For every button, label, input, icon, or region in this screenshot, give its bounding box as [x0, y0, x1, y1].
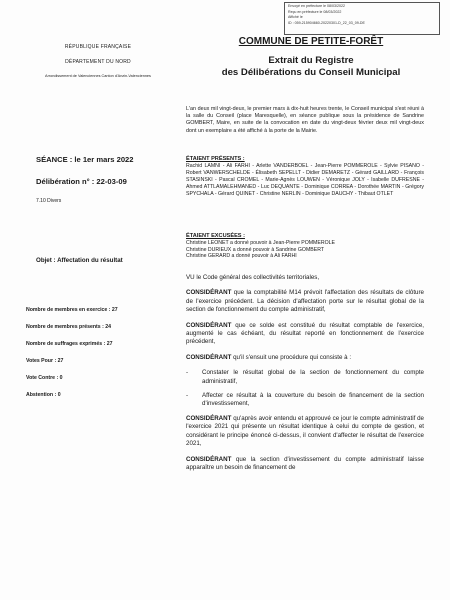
considerant-lead: CONSIDÉRANT — [186, 353, 232, 361]
stat-contre: Vote Contre : 0 — [26, 375, 63, 381]
arrondissement-label: Arrondissement de Valenciennes Canton d'Anzin-Valenciennes — [45, 74, 151, 78]
vu-paragraph: VU le Code général des collectivités territoriales, — [186, 274, 320, 281]
considerant-paragraph-1 — [186, 289, 424, 314]
bullet-text: Affecter ce résultat à la couverture du besoin de financement de la section d'investissement, — [202, 392, 424, 408]
considerant-lead: CONSIDÉRANT — [186, 289, 232, 297]
considerant-text: qu'il s'ensuit une procédure qui consiste à : — [231, 353, 352, 361]
excuses-heading: ÉTAIENT EXCUSÉES : — [186, 233, 245, 239]
excuses-list — [186, 240, 424, 260]
presents-heading: ÉTAIENT PRÉSENTS : — [186, 156, 245, 162]
deliberation-body — [186, 274, 424, 479]
deliberation-number: Délibération n° : 22-03-09 — [36, 177, 127, 186]
considerant-paragraph-3 — [186, 354, 424, 362]
considerant-text: que la comptabilité M14 prévoit l'affectation des résultats de clôture de l'exercice précédent. La décision d'affectation porte sur le résultat global de la section de fonctionnement du compte administratif, — [186, 289, 424, 314]
department-label: DÉPARTEMENT DU NORD — [65, 59, 131, 65]
stamp-line: Reçu en préfecture le 08/03/2022 — [288, 9, 342, 14]
stat-pour: Votes Pour : 27 — [26, 358, 64, 364]
stamp-line: ID : 059-215904660-20220301-D_22_03_09-DE — [288, 20, 365, 25]
stat-suffrages: Nombre de suffrages exprimés : 27 — [26, 341, 113, 347]
stamp-line: Envoyé en préfecture le 08/03/2022 — [288, 4, 345, 8]
considerant-text: que ce solde est constitué du résultat comptable de l'exercice, augmenté le cas échéant, du résultat reporté en fonctionnement de l'exercice précédent, — [186, 321, 424, 346]
dash-marker: - — [186, 392, 189, 400]
left-header — [44, 44, 152, 79]
stat-presents: Nombre de membres présents : 24 — [26, 324, 112, 330]
seance-date: SÉANCE : le 1er mars 2022 — [36, 155, 134, 164]
bullet-item-1 — [186, 369, 424, 386]
considerant-paragraph-5 — [186, 456, 424, 473]
commune-title: COMMUNE DE PETITE-FORÊT — [238, 36, 384, 47]
prefecture-stamp — [284, 2, 440, 35]
considerant-paragraph-2 — [186, 322, 424, 347]
presents-list: Rachid LAMNI - Ali FARHI - Arlette VANDERBOEL - Jean-Pierre POMMEROLE - Sylvie PISANO - Robert VANWERSCHELDE - Élisabeth SEPELLT - Didier DEMARETZ - Gérard GAILLARD - François STASINSKI - Pascal CROMEL - Marie-Agnès LOUWEN - Véronique JOLY - Isabelle DUFRESNE - Ahmed ATTLAMALEHMANED - Luc DEQUANTE - Dominique CORREA - Dorothée MARTIN - Grégory SPYCHALA - Gérard QUINET - Christine NERLIN - Dominique DAUCHY - Thibaut OTLET — [186, 163, 424, 197]
excuse-line: Christine GERARD a donné pouvoir à Ali FARHI — [186, 253, 297, 260]
extrait-line-2: des Délibérations du Conseil Municipal — [221, 67, 401, 78]
intro-paragraph: L'an deux mil vingt-deux, le premier mars à dix-huit heures trente, le Conseil municipal s'est réuni à la salle du Conseil (place Maresquelle), en séance publique sous la présidence de Sandrine GOMBERT, Maire, en suite de la convocation en date du vingt-deux février deux mil vingt-deux dont un exemplaire a été affiché à la porte de la Mairie. — [186, 106, 424, 134]
considerant-lead: CONSIDÉRANT — [186, 321, 232, 329]
considerant-lead: CONSIDÉRANT — [186, 455, 232, 463]
extrait-title — [186, 55, 436, 79]
considerant-text: que la section d'investissement du compte administratif laisse apparaître un besoin de financement de — [186, 455, 424, 471]
considerant-lead: CONSIDÉRANT — [186, 414, 232, 422]
excuse-line: Christine DURIEUX a donné pouvoir à Sandrine GOMBERT — [186, 246, 325, 253]
stat-abstention: Abstention : 0 — [26, 392, 61, 398]
objet-label: Objet : Affectation du résultat — [36, 257, 123, 264]
republic-label: RÉPUBLIQUE FRANÇAISE — [64, 44, 132, 50]
classification-label: 7.10 Divers — [36, 198, 62, 204]
extrait-line-1: Extrait du Registre — [268, 55, 354, 66]
considerant-paragraph-4 — [186, 415, 424, 449]
considerant-text: qu'après avoir entendu et approuvé ce jour le compte administratif de l'exercice 2021 qui présente un résultat identique à celui du compte de gestion, et considérant le principe énoncé ci-dessus, il convient d'affecter le résultat de l'exercice 2021, — [186, 414, 424, 448]
stat-exercice: Nombre de membres en exercice : 27 — [26, 307, 118, 313]
stamp-line: Affiché le — [288, 15, 303, 20]
bullet-text: Constater le résultat global de la section de fonctionnement du compte administratif, — [202, 369, 424, 385]
excuse-line: Christine LEONET a donné pouvoir à Jean-Pierre POMMEROLE — [186, 240, 335, 246]
dash-marker: - — [186, 369, 189, 377]
bullet-item-2 — [186, 392, 424, 409]
